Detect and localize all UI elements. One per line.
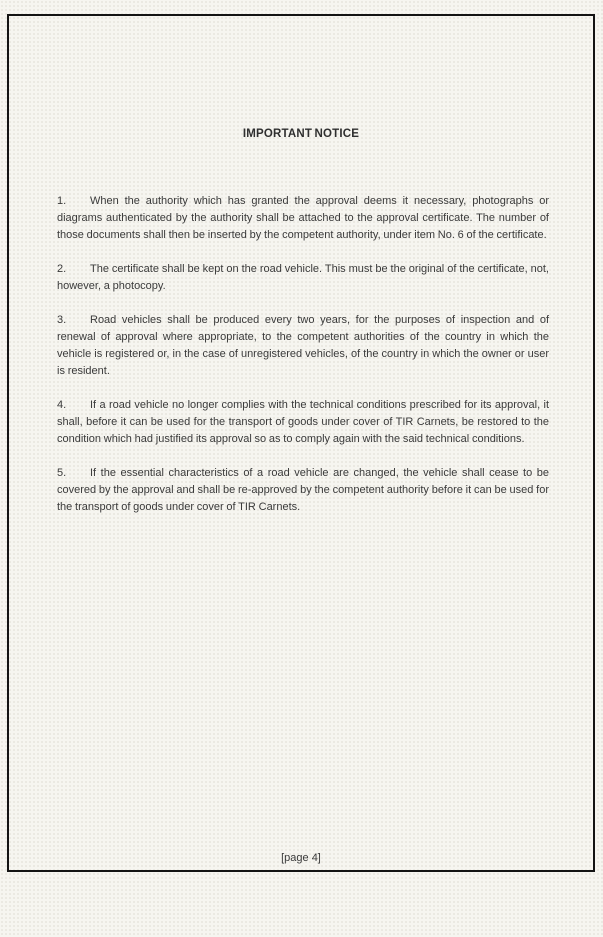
page-title: IMPORTANT NOTICE — [242, 128, 360, 140]
paragraph-2-text: The certificate shall be kept on the road vehicle. This must be the original of the certificate, not, however, a photocopy. — [57, 263, 549, 292]
document-body — [57, 193, 549, 516]
paragraph-2 — [57, 261, 549, 295]
paragraph-5 — [57, 465, 549, 516]
paragraph-1-text: When the authority which has granted the approval deems it necessary, photographs or diagrams authenticated by the authority shall be attached to the approval certificate. The number of those documents shall then be inserted by the competent authority, under item No. 6 of the certificate. — [57, 195, 549, 241]
paragraph-2-number: 2. — [57, 263, 67, 275]
paragraph-5-text: If the essential characteristics of a road vehicle are changed, the vehicle shall cease to be covered by the approval and shall be re-approved by the competent authority before it can be used for the transport of goods under cover of TIR Carnets. — [57, 467, 549, 513]
paragraph-3-text: Road vehicles shall be produced every two years, for the purposes of inspection and of renewal of approval where appropriate, to the competent authorities of the country in which the vehicle is registered or, in the case of unregistered vehicles, of the country in which the owner or user is resident. — [57, 314, 549, 377]
paragraph-4-number: 4. — [57, 399, 67, 411]
paragraph-1-number: 1. — [57, 195, 67, 207]
paragraph-4 — [57, 397, 549, 448]
paragraph-3 — [57, 312, 549, 380]
paragraph-1 — [57, 193, 549, 244]
paragraph-4-text: If a road vehicle no longer complies with the technical conditions prescribed for its approval, it shall, before it can be used for the transport of goods under cover of TIR Carnets, be restored to the condition which had justified its approval so as to comply again with the said technical conditions. — [57, 399, 549, 445]
paragraph-3-number: 3. — [57, 314, 67, 326]
page-border-frame — [7, 14, 595, 872]
paragraph-5-number: 5. — [57, 467, 67, 479]
page-number-footer: [page 4] — [281, 852, 321, 864]
